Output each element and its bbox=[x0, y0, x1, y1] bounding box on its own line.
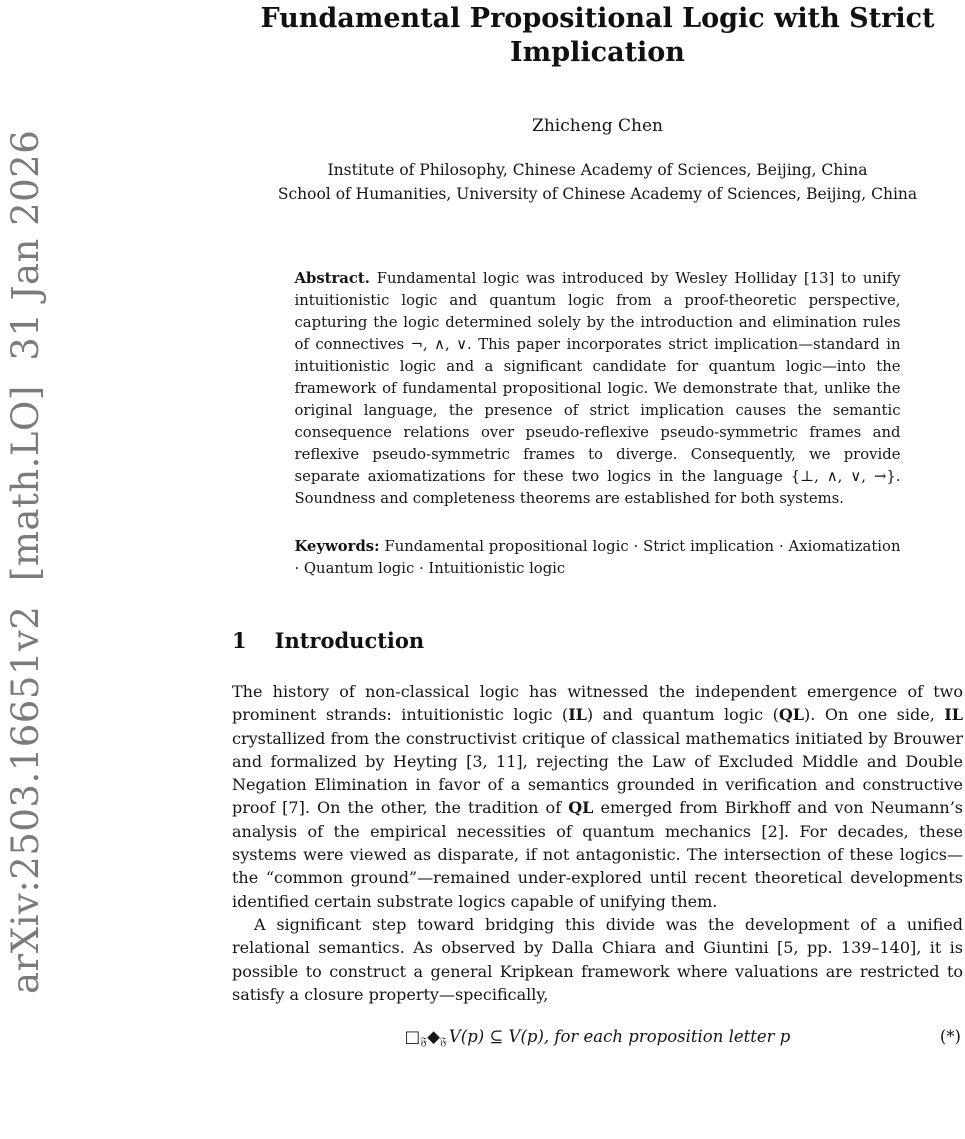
formula-tag: (*) bbox=[939, 1027, 961, 1047]
abstract-label: Abstract. bbox=[294, 270, 370, 287]
affiliations bbox=[232, 158, 963, 206]
keywords-text: Fundamental propositional logic · Strict implication · Axiomatization · Quantum logic · Intuitionistic logic bbox=[294, 538, 901, 577]
formula-body: V(p) ⊆ V(p), for each proposition letter p bbox=[448, 1027, 791, 1047]
formula-expression bbox=[404, 1027, 791, 1049]
paper-title bbox=[232, 2, 963, 70]
author-name: Zhicheng Chen bbox=[532, 116, 663, 136]
box-operator: □ bbox=[404, 1027, 421, 1047]
abstract bbox=[295, 268, 901, 510]
display-formula bbox=[232, 1026, 963, 1048]
diamond-operator: ◆ bbox=[427, 1027, 440, 1047]
keywords-label: Keywords: bbox=[294, 538, 380, 555]
section-title: Introduction bbox=[274, 628, 425, 653]
paper-title-line-2: Implication bbox=[510, 37, 685, 68]
main-column bbox=[232, 0, 963, 1048]
affiliation-line-2: School of Humanities, University of Chinese Academy of Sciences, Beijing, China bbox=[277, 185, 918, 203]
intro-paragraph-1: The history of non-classical logic has witnessed the independent emergence of two prominent strands: intuitionistic logic (IL) and quantum logic (QL). On one side, IL crystallized from the constructivist critique of classical mathematics initiated by Brouwer and formalized by Heyting [3, 11], rejecting the Law of Excluded Middle and Double Negation Elimination in favor of a semantics grounded in verification and constructive proof [7]. On the other, the tradition of QL emerged from Birkhoff and von Neumann’s analysis of the empirical necessities of quantum mechanics [2]. For decades, these systems were viewed as disparate, if not antagonistic. The intersection of these logics—the “common ground”—remained under-explored until recent theoretical developments identified certain substrate logics capable of unifying them. bbox=[232, 682, 964, 911]
section-heading bbox=[232, 628, 963, 654]
section-number: 1 bbox=[232, 628, 247, 653]
paper-title-line-1: Fundamental Propositional Logic with Strict bbox=[260, 3, 935, 34]
intro-paragraph-2: A significant step toward bridging this divide was the development of a unified relational semantics. As observed by Dalla Chiara and Giuntini [5, pp. 139–140], it is possible to construct a general Kripkean framework where valuations are restricted to satisfy a closure property—specifically, bbox=[232, 914, 963, 1004]
affiliation-line-1: Institute of Philosophy, Chinese Academy of Sciences, Beijing, China bbox=[327, 161, 868, 179]
frame-fraktur-subscript: 𝔉 bbox=[439, 1035, 447, 1049]
keywords bbox=[295, 536, 901, 580]
abstract-text: Fundamental logic was introduced by Wesley Holliday [13] to unify intuitionistic logic and quantum logic from a proof-theoretic perspective, capturing the logic determined solely by the introduction and elimination rules of connectives ¬, ∧, ∨. This paper incorporates strict implication—standard in intuitionistic logic and a significant candidate for quantum logic—into the framework of fundamental propositional logic. We demonstrate that, unlike the original language, the presence of strict implication causes the semantic consequence relations over pseudo-reflexive pseudo-symmetric frames and reflexive pseudo-symmetric frames to diverge. Consequently, we provide separate axiomatizations for these two logics in the language {⊥, ∧, ∨, →}. Soundness and completeness theorems are established for both systems. bbox=[294, 270, 901, 507]
frame-fraktur-subscript: 𝔉 bbox=[420, 1035, 428, 1049]
arxiv-watermark: arXiv:2503.16651v2 [math.LO] 31 Jan 2026 bbox=[4, 129, 47, 994]
